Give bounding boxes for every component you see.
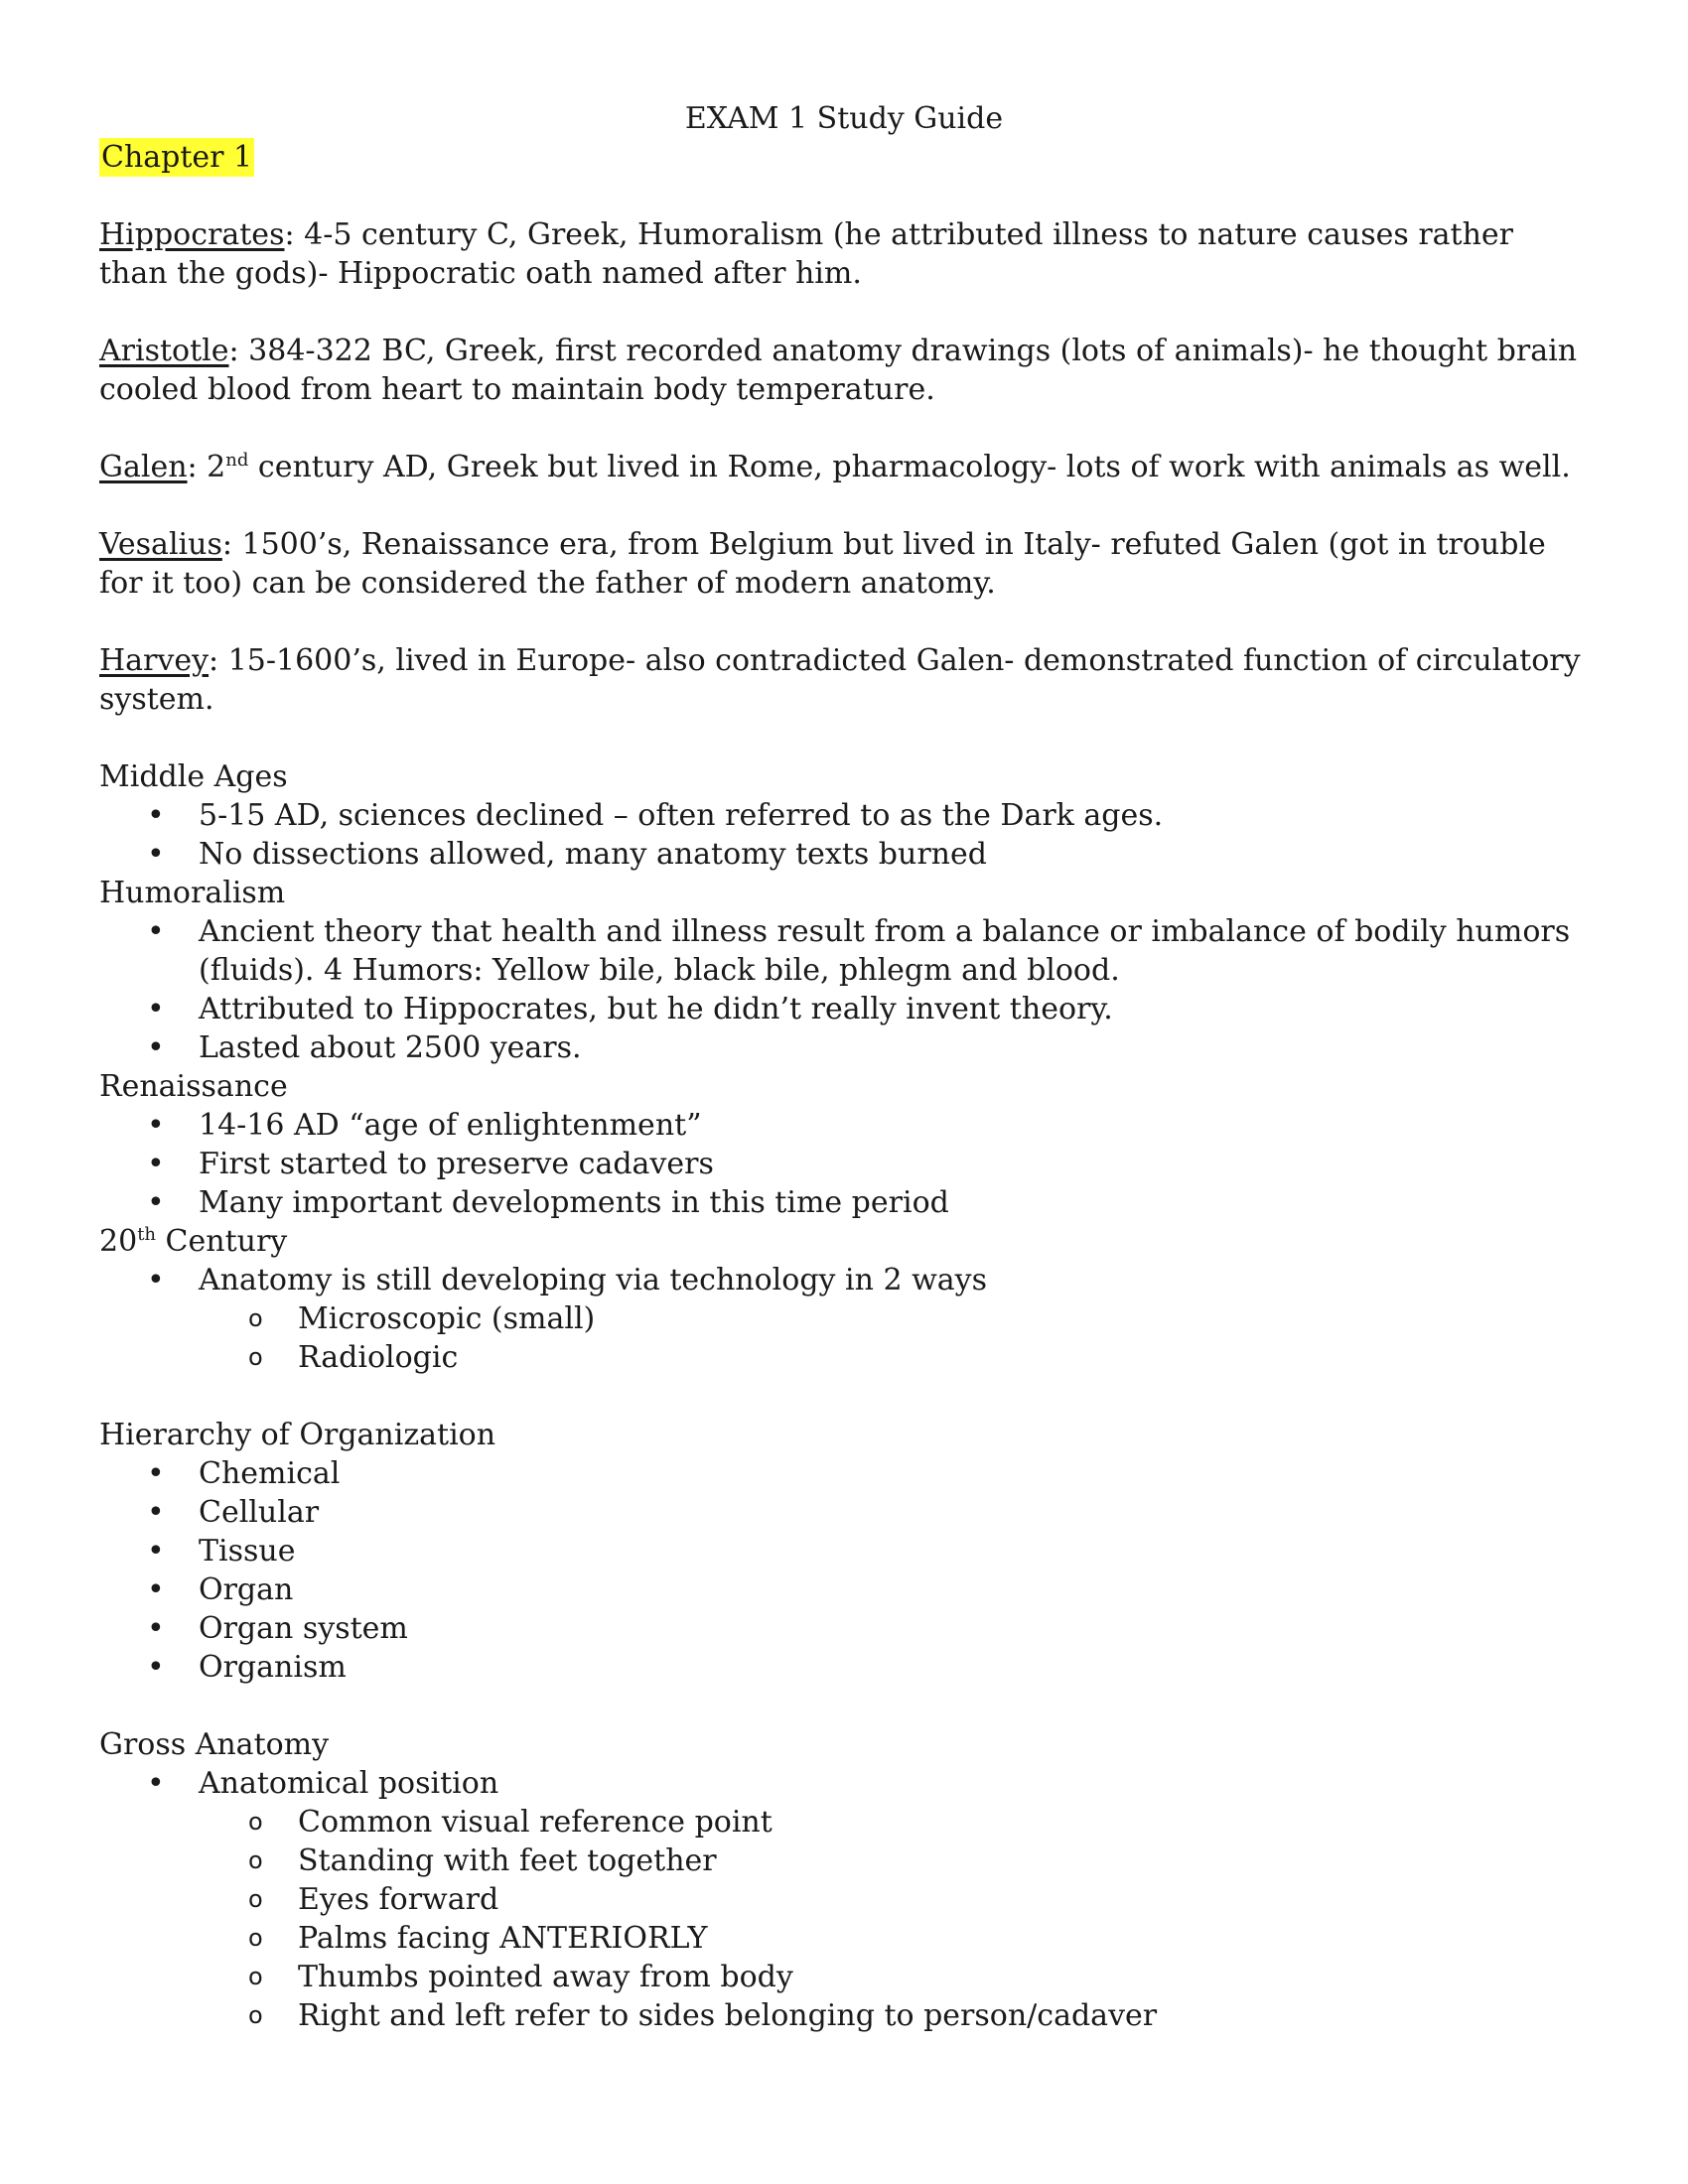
- list-item: • Lasted about 2500 years.: [147, 1030, 582, 1065]
- middle-ages-list: [99, 796, 1589, 874]
- circle-bullet-icon: o: [248, 1963, 263, 1990]
- bullet-icon: •: [147, 1572, 165, 1607]
- list-item: • Chemical: [147, 1456, 341, 1491]
- sub-list: [199, 1299, 1589, 1377]
- harvey-paragraph: Harvey: 15-1600’s, lived in Europe- also contradicted Galen- demonstrated function of circulatory system.: [99, 643, 1581, 717]
- sub-list-item: o Common visual reference point: [248, 1805, 773, 1840]
- figure-name: Aristotle: [99, 334, 229, 368]
- gross-anatomy-list: [99, 1764, 1589, 2035]
- sub-list-item: o Eyes forward: [248, 1882, 499, 1917]
- bullet-icon: •: [147, 798, 165, 833]
- bullet-icon: •: [147, 1456, 165, 1491]
- list-item: • Organ: [147, 1572, 294, 1607]
- list-item: • Cellular: [147, 1495, 320, 1530]
- twentieth-century-heading: 20th Century: [99, 1224, 288, 1259]
- chapter-line: [99, 138, 1589, 177]
- bullet-icon: •: [147, 1650, 165, 1685]
- bullet-icon: •: [147, 1185, 165, 1220]
- humoralism-list: [99, 912, 1589, 1067]
- sub-list-item: o Standing with feet together: [248, 1843, 717, 1878]
- list-item: • Tissue: [147, 1534, 296, 1569]
- circle-bullet-icon: o: [248, 1885, 263, 1913]
- bullet-icon: •: [147, 837, 165, 872]
- figure-name: Harvey: [99, 643, 210, 678]
- list-item: • 5-15 AD, sciences declined – often referred to as the Dark ages.: [147, 798, 1164, 833]
- vesalius-paragraph: Vesalius: 1500’s, Renaissance era, from Belgium but lived in Italy- refuted Galen (got in trouble for it too) can be considered the father of modern anatomy.: [99, 527, 1546, 601]
- list-item: • Organ system: [147, 1611, 408, 1646]
- bullet-icon: •: [147, 914, 165, 949]
- sub-list-item: o Thumbs pointed away from body: [248, 1960, 793, 1994]
- bullet-icon: •: [147, 1495, 165, 1530]
- figure-name: Galen: [99, 450, 188, 484]
- document-page: [99, 99, 1589, 2035]
- gross-anatomy-heading: Gross Anatomy: [99, 1727, 330, 1762]
- list-item: • Ancient theory that health and illness result from a balance or imbalance of bodily humors (fluids). 4 Humors: Yellow bile, black bile, phlegm and blood.: [147, 914, 1571, 988]
- list-item: • 14-16 AD “age of enlightenment”: [147, 1108, 702, 1143]
- galen-paragraph: Galen: 2nd century AD, Greek but lived in Rome, pharmacology- lots of work with animals as well.: [99, 450, 1571, 484]
- chapter-heading: Chapter 1: [101, 140, 253, 175]
- sub-list-item: o Right and left refer to sides belonging to person/cadaver: [248, 1998, 1158, 2033]
- list-item: • Organism: [147, 1650, 347, 1685]
- bullet-icon: •: [147, 1147, 165, 1181]
- bullet-icon: •: [147, 1263, 165, 1297]
- list-item: • Many important developments in this time period: [147, 1185, 949, 1220]
- list-item: • No dissections allowed, many anatomy texts burned: [147, 837, 987, 872]
- list-item: • Attributed to Hippocrates, but he didn’t really invent theory.: [147, 992, 1113, 1026]
- circle-bullet-icon: o: [248, 1924, 263, 1952]
- sub-list-item: o Radiologic: [248, 1340, 459, 1375]
- figure-name: Hippocrates: [99, 217, 285, 252]
- circle-bullet-icon: o: [248, 1304, 263, 1332]
- renaissance-list: [99, 1106, 1589, 1222]
- circle-bullet-icon: o: [248, 1343, 263, 1371]
- figure-name: Vesalius: [99, 527, 222, 562]
- twentieth-century-list: [99, 1261, 1589, 1377]
- aristotle-paragraph: Aristotle: 384-322 BC, Greek, first recorded anatomy drawings (lots of animals)- he thought brain cooled blood from heart to maintain body temperature.: [99, 334, 1578, 407]
- bullet-icon: •: [147, 992, 165, 1026]
- bullet-icon: •: [147, 1611, 165, 1646]
- bullet-icon: •: [147, 1108, 165, 1143]
- hierarchy-list: [99, 1454, 1589, 1687]
- sub-list-item: o Microscopic (small): [248, 1301, 596, 1336]
- bullet-icon: •: [147, 1766, 165, 1801]
- middle-ages-heading: Middle Ages: [99, 759, 288, 794]
- humoralism-heading: Humoralism: [99, 876, 286, 910]
- bullet-icon: •: [147, 1030, 165, 1065]
- circle-bullet-icon: o: [248, 2001, 263, 2029]
- list-item: • First started to preserve cadavers: [147, 1147, 714, 1181]
- document-title: EXAM 1 Study Guide: [684, 101, 1004, 136]
- circle-bullet-icon: o: [248, 1808, 263, 1836]
- hierarchy-heading: Hierarchy of Organization: [99, 1418, 496, 1452]
- sub-list: [199, 1803, 1589, 2035]
- renaissance-heading: Renaissance: [99, 1069, 288, 1104]
- list-item: • Anatomy is still developing via technology in 2 ways o Microscopic (small) o Radiologic: [99, 1261, 1589, 1377]
- sub-list-item: o Palms facing ANTERIORLY: [248, 1921, 708, 1956]
- hippocrates-paragraph: Hippocrates: 4-5 century C, Greek, Humoralism (he attributed illness to nature causes rather than the gods)- Hippocratic oath named after him.: [99, 217, 1514, 291]
- list-item: • Anatomical position o Common visual reference point o Standing with feet together o Eyes forward o Palms facing ANTERIORLY o Thumbs pointed away from body o Right and left refer to sides belonging to person/cadaver: [99, 1764, 1589, 2035]
- bullet-icon: •: [147, 1534, 165, 1569]
- circle-bullet-icon: o: [248, 1846, 263, 1874]
